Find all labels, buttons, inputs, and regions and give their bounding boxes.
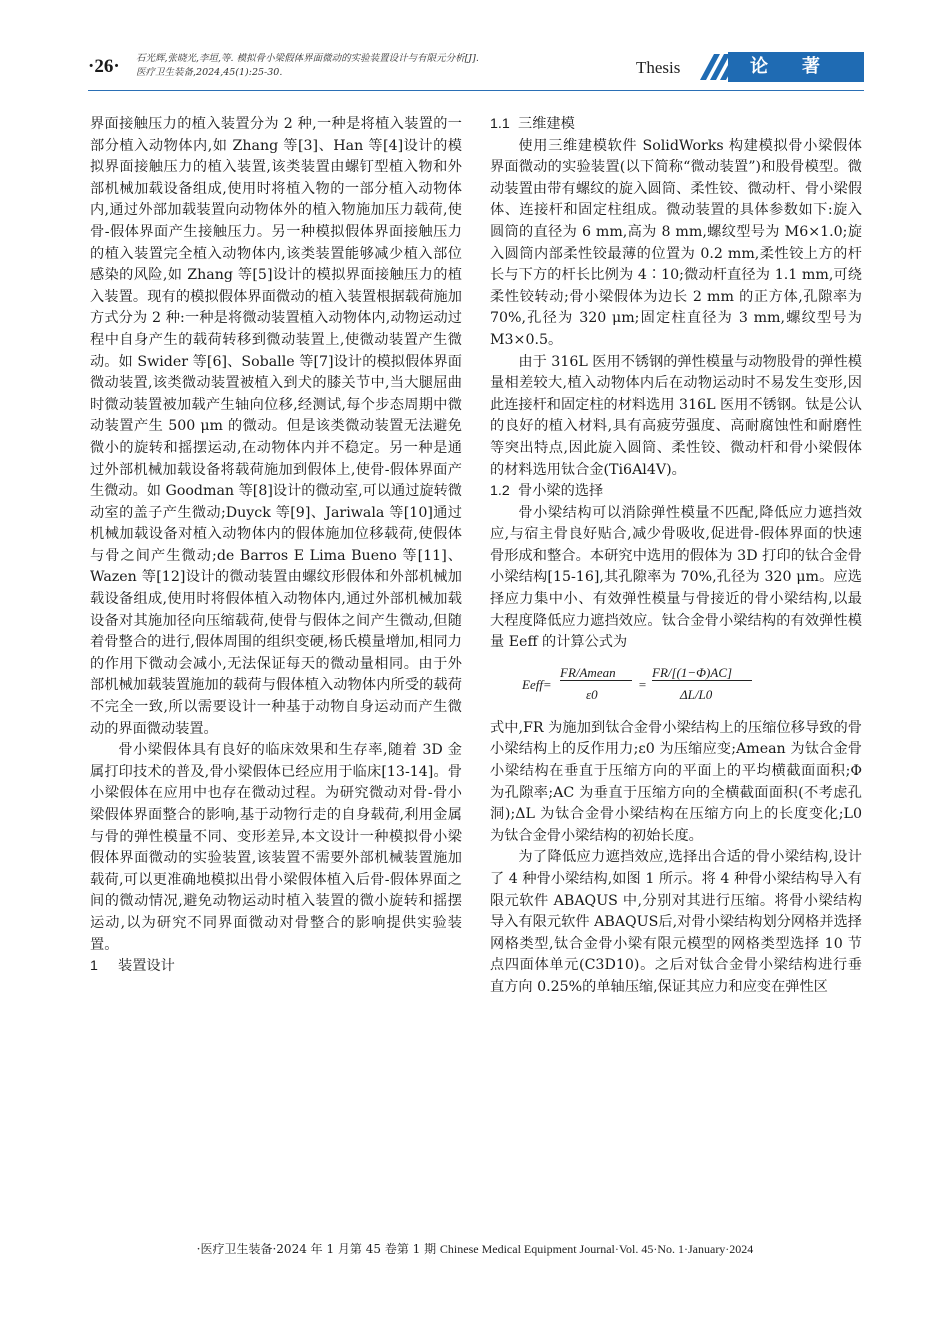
page-footer — [145, 1240, 805, 1257]
formula-numerator-1: FR/Amean — [560, 664, 616, 680]
header-rule — [88, 90, 864, 91]
section-label-en: Thesis — [636, 58, 681, 77]
page-header — [88, 48, 864, 88]
formula-equals: = — [638, 676, 647, 692]
section-heading: 1.1 三维建模 — [490, 116, 575, 132]
paragraph: 界面接触压力的植入装置分为 2 种,一种是将植入装置的一部分植入动物体内,如 Zhang 等[3]、Han 等[4]设计的模拟界面接触压力的植入装置,该类装置由螺钉型植入物和外部机械加载设备组成,使用时将植入物的一部分植入动物体内,通过外部加载装置向动物体外的植入物施加压力载荷,使骨-假体界面产生接触压力。另一种模拟假体界面接触压力的植入装置完全植入动物体内,该类装置能够减少植入部位感染的风险,如 Zhang 等[5]设计的模拟界面接触压力的植入装置。现有的模拟假体界面微动的植入装置根据载荷施加方式分为 2 种:一种是将微动装置植入动物体内,动物运动过程中自身产生的载荷转移到微动装置上,使微动装置产生微动。如 Swider 等[6]、Soballe 等[7]设计的模拟假体界面微动装置,该类微动装置被植入到犬的膝关节中,当大腿屈曲时微动装置被加载产生轴向位移,经测试,每个步态周期中微动装置产生 500 μm 的微动。但是该类微动装置无法避免微小的旋转和摇摆运动,在动物体内并不稳定。另一种是通过外部机械加载设备将载荷施加到假体上,使骨-假体界面产生微动。如 Goodman 等[8]设计的微动室,可以通过旋转微动室的盖子产生微动;Duyck 等[9]、Jariwala 等[10]通过机械加载设备对植入动物体内的假体施加位移载荷,使假体与骨之间产生微动;de Barros E Lima Bueno 等[11]、Wazen 等[12]设计的微动装置由螺纹形假体和外部机械加载设备组成,使用时将假体植入动物体内,通过外部机械加载设备对其施加径向压缩载荷,使骨与假体之间产生微动,但随着骨整合的进行,假体周围的组织变硬,杨氏模量增加,相同力的作用下微动会减小,无法保证每天的微动量相同。由于外部机械加载装置施加的载荷与假体植入动物体内所受的载荷不完全一致,所以需要设计一种基于动物自身运动而产生微动的界面微动装置。 — [90, 116, 462, 737]
footer-en: Chinese Medical Equipment Journal·Vol. 45·No. 1·January·2024 — [439, 1242, 754, 1256]
section-heading: 1.2 骨小梁的选择 — [490, 483, 604, 500]
footer-zh: ·医疗卫生装备·2024 年 1 月第 45 卷第 1 期 — [196, 1242, 437, 1256]
equation-eeff — [490, 656, 862, 714]
paragraph: 式中,FR 为施加到钛合金骨小梁结构上的压缩位移导致的骨小梁结构上的反作用力;ε0 为压缩应变;Amean 为钛合金骨小梁结构在垂直于压缩方向的平面上的平均横截面面积;Φ 为孔隙率;AC 为垂直于压缩方向的全横截面面积(不考虑孔洞);ΔL 为钛合金骨小梁结构在压缩方向上的长度变化;L0 为钛合金骨小梁结构的初始长度。 — [490, 719, 862, 844]
paragraph: 骨小梁结构可以消除弹性模量不匹配,降低应力遮挡效应,与宿主骨良好贴合,减少骨吸收,促进骨-假体界面的快速骨形成和整合。本研究中选用的假体为 3D 打印的钛合金骨小梁结构[15-16],其孔隙率为 70%,孔径为 320 μm。应选择应力集中小、有效弹性模量与骨接近的骨小梁结构,以最大程度降低应力遮挡效应。钛合金骨小梁结构的有效弹性模量 Eeff 的计算公式为 — [490, 504, 862, 651]
paragraph: 骨小梁假体具有良好的临床效果和生存率,随着 3D 金属打印技术的普及,骨小梁假体已经应用于临床[13-14]。骨小梁假体在应用中也存在微动过程。为研究微动对骨-骨小梁假体界面整合的影响,基于动物行走的自身载荷,利用金属与骨的弹性模量不同、变形差异,本文设计一种模拟骨小梁假体界面微动的实验装置,该装置不需要外部机械装置施加载荷,可以更准确地模拟出骨小梁假体植入后骨-假体界面之间的微动情况,避免动物运动时植入装置的微小旋转和摇摆运动,以为研究不同界面微动对骨整合的影响提供实验装置。 — [90, 742, 462, 953]
paragraph: 为了降低应力遮挡效应,选择出合适的骨小梁结构,设计了 4 种骨小梁结构,如图 1 所示。将 4 种骨小梁结构导入有限元软件 ABAQUS 中,分别对其进行压缩。将骨小梁结构导入有限元软件 ABAQUS后,对骨小梁结构划分网格并选择网格类型,钛合金骨小梁有限元模型的网格类型选择 10 节点四面体单元(C3D10)。之后对钛合金骨小梁结构进行垂直方向 0.25%的单轴压缩,保证其应力和应变在弹性区 — [490, 849, 862, 995]
paragraph: 使用三维建模软件 SolidWorks 构建模拟骨小梁假体界面微动的实验装置(以下简称“微动装置”)和股骨模型。微动装置由带有螺纹的旋入圆筒、柔性铰、微动杆、骨小梁假体、连接杆和固定柱组成。微动装置的具体参数如下:旋入圆筒的直径为 6 mm,高为 8 mm,螺纹型号为 M6×1.0;旋入圆筒内部柔性铰最薄的位置为 0.2 mm,柔性铰上方的杆长与下方的杆长比例为 4∶10;微动杆直径为 1.1 mm,可绕柔性铰转动;骨小梁假体为边长 2 mm 的正方体,孔隙率为 70%,孔径为 320 μm;固定柱直径为 3 mm,螺纹型号为 M3×0.5。 — [490, 137, 862, 348]
formula-lhs: Eeff= — [522, 676, 552, 692]
paragraph: 由于 316L 医用不锈钢的弹性模量与动物股骨的弹性模量相差较大,植入动物体内后在动物运动时不易发生变形,因此连接杆和固定柱的材料选用 316L 医用不锈钢。钛是公认的良好的植入材料,具有高疲劳强度、高耐腐蚀性和耐磨性等突出特点,因此旋入圆筒、柔性铰、微动杆和骨小梁假体的材料选用钛合金(Ti6Al4V)。 — [490, 353, 862, 478]
left-column — [90, 114, 462, 978]
citation — [136, 52, 656, 80]
section-heading: 1 装置设计 — [90, 958, 175, 975]
page-number: ·26· — [88, 56, 120, 77]
citation-line-1: 石光辉,张晓光,李垣,等. 模拟骨小梁假体界面微动的实验装置设计与有限元分析[J]. — [136, 53, 479, 64]
section-badge: 论著 — [728, 52, 864, 82]
formula-denominator-2: ΔL/L0 — [680, 686, 713, 702]
right-column — [490, 114, 862, 999]
citation-line-2: 医疗卫生装备,2024,45(1):25-30. — [136, 67, 283, 78]
formula-numerator-2: FR/[(1−Φ)AC] — [652, 664, 733, 680]
formula-denominator-1: ε0 — [586, 686, 598, 702]
